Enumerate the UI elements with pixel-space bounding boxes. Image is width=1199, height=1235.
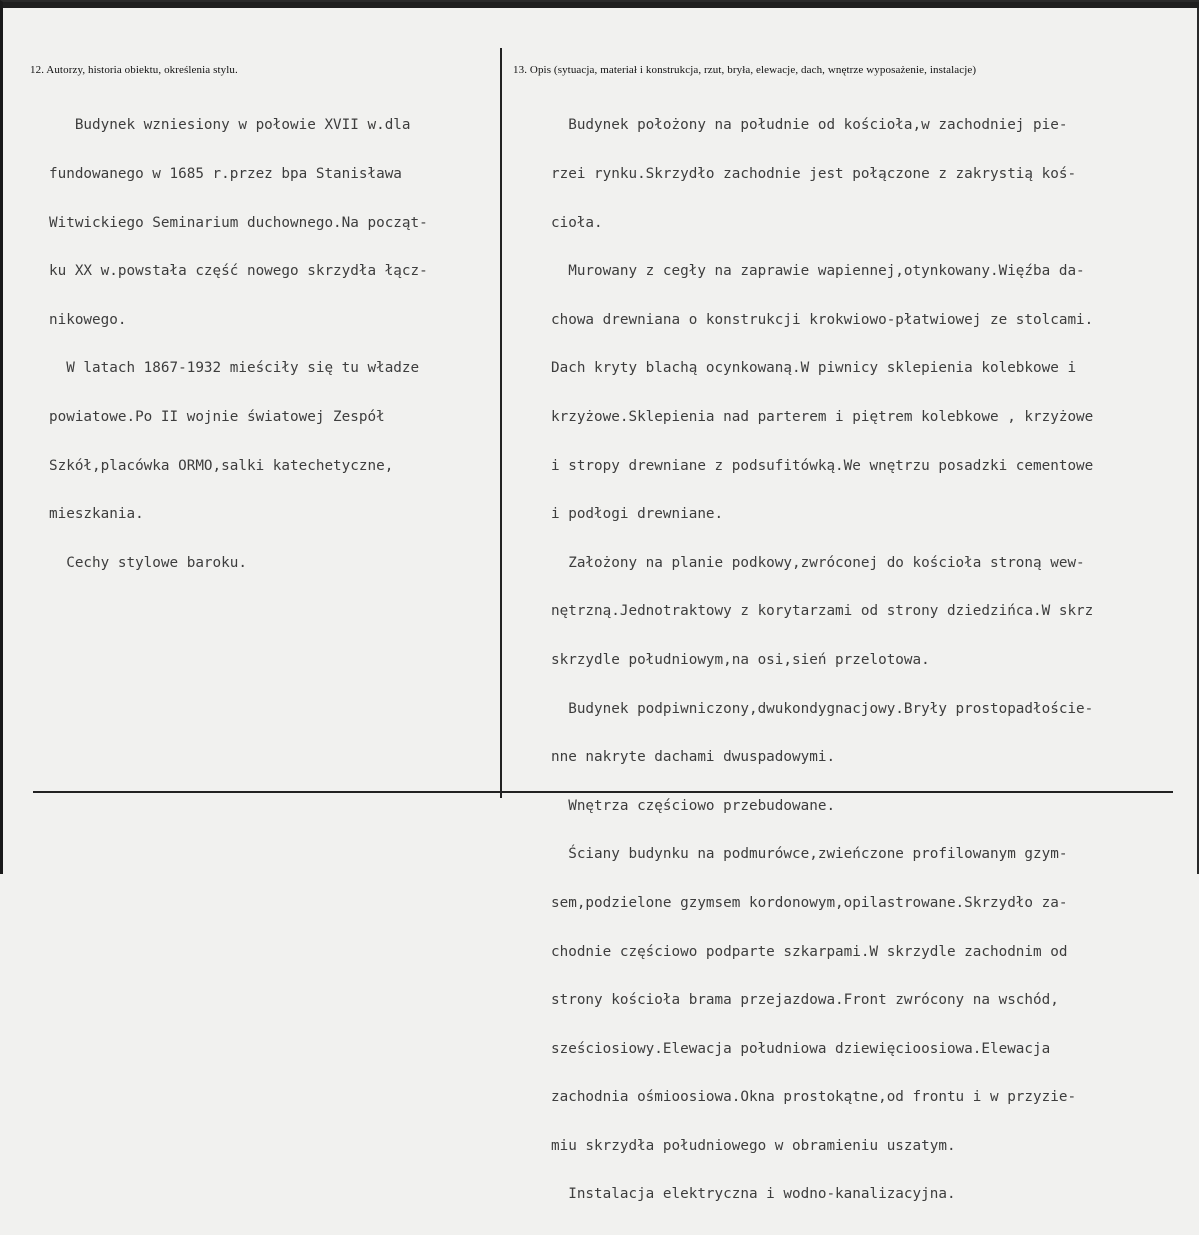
text-line: chowa drewniana o konstrukcji krokwiowo-płatwiowej ze stolcami. bbox=[551, 311, 1094, 328]
text-line: miu skrzydła południowego w obramieniu uszatym. bbox=[551, 1137, 956, 1154]
text-line: sześciosiowy.Elewacja południowa dziewięcioosiowa.Elewacja bbox=[551, 1040, 1051, 1057]
text-line: zachodnia ośmioosiowa.Okna prostokątne,od frontu i w przyzie- bbox=[551, 1089, 1077, 1106]
text-line: Wnętrza częściowo przebudowane. bbox=[551, 797, 836, 814]
text-line: Budynek podpiwniczony,dwukondygnacjowy.Bryły prostopadłoście- bbox=[551, 700, 1094, 717]
text-line: Instalacja elektryczna i wodno-kanalizacyjna. bbox=[551, 1186, 956, 1203]
text-line: ku XX w.powstała część nowego skrzydła łącz- bbox=[49, 263, 428, 280]
section-13-heading: 13. Opis (sytuacja, materiał i konstrukcja, rzut, bryła, elewacje, dach, wnętrze wyposażenie, instalacje) bbox=[513, 64, 977, 76]
column-divider bbox=[500, 48, 502, 798]
text-line: Witwickiego Seminarium duchownego.Na począt- bbox=[49, 214, 428, 231]
text-line: sem,podzielone gzymsem kordonowym,opilastrowane.Skrzydło za- bbox=[551, 894, 1068, 911]
bottom-rule bbox=[33, 791, 1173, 793]
section-12-heading: 12. Autorzy, historia obiektu, określenia stylu. bbox=[30, 64, 238, 76]
section-12-text bbox=[49, 85, 428, 603]
text-line: chodnie częściowo podparte szkarpami.W skrzydle zachodnim od bbox=[551, 943, 1068, 960]
text-line: fundowanego w 1685 r.przez bpa Stanisława bbox=[49, 166, 402, 182]
text-line: i stropy drewniane z podsufitówką.We wnętrzu posadzki cementowe bbox=[551, 457, 1094, 474]
text-line: rzei rynku.Skrzydło zachodnie jest połączone z zakrystią koś- bbox=[551, 166, 1077, 182]
text-line: Dach kryty blachą ocynkowaną.W piwnicy sklepienia kolebkowe i bbox=[551, 360, 1077, 377]
text-line: cioła. bbox=[551, 214, 603, 231]
card-top-edge bbox=[3, 2, 1199, 8]
text-line: Założony na planie podkowy,zwróconej do kościoła stroną wew- bbox=[551, 554, 1085, 571]
text-line: Szkół,placówka ORMO,salki katechetyczne, bbox=[49, 457, 394, 474]
text-line: nne nakryte dachami dwuspadowymi. bbox=[551, 749, 836, 766]
text-line: nętrzną.Jednotraktowy z korytarzami od strony dziedzińca.W skrz bbox=[551, 603, 1094, 620]
text-line: nikowego. bbox=[49, 311, 127, 328]
text-line: Cechy stylowe baroku. bbox=[49, 554, 247, 571]
text-line: i podłogi drewniane. bbox=[551, 506, 724, 523]
text-line: mieszkania. bbox=[49, 506, 144, 523]
text-line: skrzydle południowym,na osi,sień przelotowa. bbox=[551, 651, 930, 668]
text-line: powiatowe.Po II wojnie światowej Zespół bbox=[49, 408, 385, 425]
text-line: krzyżowe.Sklepienia nad parterem i piętrem kolebkowe , krzyżowe bbox=[551, 408, 1094, 425]
text-line: Murowany z cegły na zaprawie wapiennej,otynkowany.Więźba da- bbox=[551, 263, 1085, 280]
text-line: strony kościoła brama przejazdowa.Front zwrócony na wschód, bbox=[551, 992, 1059, 1009]
text-line: W latach 1867-1932 mieściły się tu władze bbox=[49, 360, 420, 377]
text-line: Budynek położony na południe od kościoła,w zachodniej pie- bbox=[551, 117, 1068, 134]
text-line: Budynek wzniesiony w połowie XVII w.dla bbox=[49, 117, 411, 134]
text-line: Ściany budynku na podmurówce,zwieńczone profilowanym gzym- bbox=[551, 846, 1068, 863]
section-13-text bbox=[551, 85, 1093, 1235]
